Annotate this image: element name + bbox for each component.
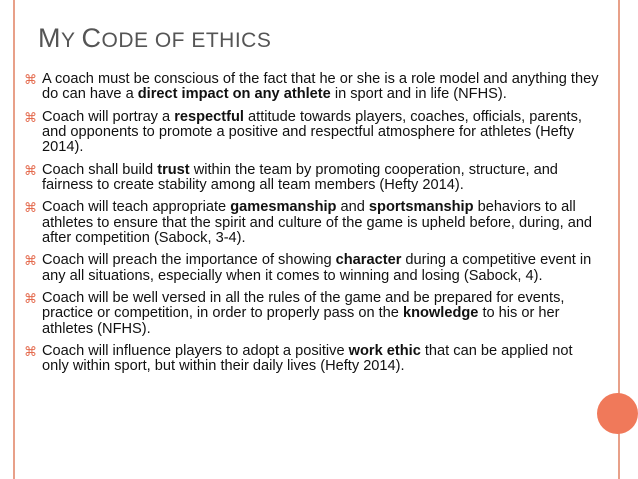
bullet-item: ⌘ Coach will teach appropriate gamesmanship and sportsmanship behaviors to all athletes to ensure that the spirit and culture of the game is upheld before, during, and after competition (Sabock, 3-4). bbox=[24, 199, 593, 247]
left-accent-line bbox=[13, 0, 15, 479]
slide-title: MY CODE OF ETHICS bbox=[38, 23, 272, 53]
bullet-item: ⌘ Coach will portray a respectful attitude towards players, coaches, officials, parents, and opponents to promote a positive and respectful atmosphere for athletes (Hefty 2014). bbox=[24, 108, 582, 156]
bullet-item: ⌘ Coach will influence players to adopt a positive work ethic that can be applied not only within sport, but within their daily lives (Hefty 2014). bbox=[24, 342, 573, 375]
bullet-item: ⌘ Coach shall build trust within the team by promoting cooperation, structure, and fairness to create stability among all team members (Hefty 2014). bbox=[24, 161, 558, 194]
bullet-marker-icon: ⌘ bbox=[24, 253, 37, 269]
bullet-marker-icon: ⌘ bbox=[24, 290, 37, 306]
bullet-item: ⌘ A coach must be conscious of the fact that he or she is a role model and anything they do can have a direct impact on any athlete in sport and in life (NFHS). bbox=[24, 71, 599, 103]
bullet-list bbox=[20, 72, 602, 381]
bullet-marker-icon: ⌘ bbox=[24, 343, 37, 359]
bullet-marker-icon: ⌘ bbox=[24, 109, 37, 125]
bullet-item: ⌘ Coach will preach the importance of showing character during a competitive event in any all situations, especially when it comes to winning and losing (Sabock, 4). bbox=[24, 252, 592, 284]
bullet-marker-icon: ⌘ bbox=[24, 72, 37, 87]
bullet-marker-icon: ⌘ bbox=[24, 162, 37, 178]
decorative-circle bbox=[597, 393, 638, 434]
bullet-marker-icon: ⌘ bbox=[24, 200, 37, 216]
bullet-item: ⌘ Coach will be well versed in all the rules of the game and be prepared for events, practice or competition, in order to properly pass on the knowledge to his or her athletes (NFHS). bbox=[24, 289, 565, 337]
